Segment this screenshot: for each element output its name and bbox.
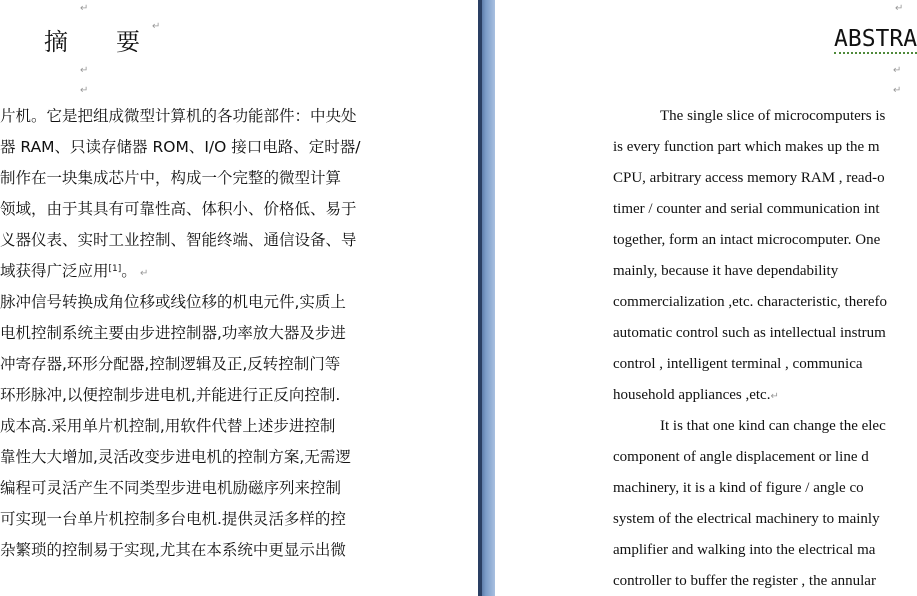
paragraph-mark: ↵ xyxy=(80,3,89,14)
text-line: 靠性大大增加,灵活改变步进电机的控制方案,无需逻 xyxy=(0,448,351,466)
page-gutter xyxy=(478,0,495,596)
text-line: 成本高.采用单片机控制,用软件代替上述步进控制 xyxy=(0,417,336,435)
text-line: 杂繁琐的控制易于实现,尤其在本系统中更显示出微 xyxy=(0,541,346,559)
chinese-abstract-title: 摘 要↵ xyxy=(44,21,161,56)
paragraph-mark: ↵ xyxy=(80,85,89,96)
text-line: household appliances ,etc.↵ xyxy=(613,387,779,403)
text-line: automatic control such as intellectual instrum xyxy=(613,325,886,341)
text-line: together, form an intact microcomputer. One xyxy=(613,232,881,248)
text-line: 义器仪表、实时工业控制、智能终端、通信设备、导 xyxy=(0,231,357,249)
text-line: CPU, arbitrary access memory RAM , read-o xyxy=(613,170,885,186)
text-line: 冲寄存器,环形分配器,控制逻辑及正,反转控制门等 xyxy=(0,355,341,373)
text-line: 可实现一台单片机控制多台电机.提供灵活多样的控 xyxy=(0,510,346,528)
english-abstract-title: ABSTRA xyxy=(834,26,917,52)
text-line: 编程可灵活产生不同类型步进电机励磁序列来控制 xyxy=(0,479,342,497)
text-line: 制作在一块集成芯片中，构成一个完整的微型计算 xyxy=(0,169,342,187)
text-line: The single slice of microcomputers is xyxy=(660,108,886,124)
text-line: timer / counter and serial communication int xyxy=(613,201,880,217)
page-right[interactable] xyxy=(495,0,917,596)
paragraph-mark: ↵ xyxy=(136,268,149,279)
paragraph-mark: ↵ xyxy=(893,65,902,76)
paragraph-mark: ↵ xyxy=(770,391,779,402)
text-line: 片机。它是把组成微型计算机的各功能部件：中央处 xyxy=(0,107,357,125)
text-line: machinery, it is a kind of figure / angle co xyxy=(613,480,864,496)
text-line: commercialization ,etc. characteristic, therefo xyxy=(613,294,888,310)
text-line: 脉冲信号转换成角位移或线位移的机电元件,实质上 xyxy=(0,293,346,311)
text-line: controller to buffer the register , the annular xyxy=(613,573,876,589)
text-line: component of angle displacement or line d xyxy=(613,449,869,465)
paragraph-mark: ↵ xyxy=(893,85,902,96)
text-line: 器 RAM、只读存储器 ROM、I/O 接口电路、定时器/ xyxy=(0,138,361,156)
text-line: mainly, because it have dependability xyxy=(613,263,839,279)
text-line: control , intelligent terminal , communica xyxy=(613,356,863,372)
text-line: 领域，由于其具有可靠性高、体积小、价格低、易于 xyxy=(0,200,357,218)
text-line: amplifier and walking into the electrical ma xyxy=(613,542,876,558)
text-line: It is that one kind can change the elec xyxy=(660,418,886,434)
text-line: system of the electrical machinery to mainly xyxy=(613,511,880,527)
text-line: 电机控制系统主要由步进控制器,功率放大器及步进 xyxy=(0,324,346,342)
text-line: is every function part which makes up the m xyxy=(613,139,880,155)
paragraph-mark: ↵ xyxy=(895,3,904,14)
text-line: 域获得广泛应用[1]。 ↵ xyxy=(0,262,149,280)
citation-superscript: [1] xyxy=(108,264,122,274)
text-line: 环形脉冲,以便控制步进电机,并能进行正反向控制. xyxy=(0,386,341,404)
paragraph-mark: ↵ xyxy=(80,65,89,76)
